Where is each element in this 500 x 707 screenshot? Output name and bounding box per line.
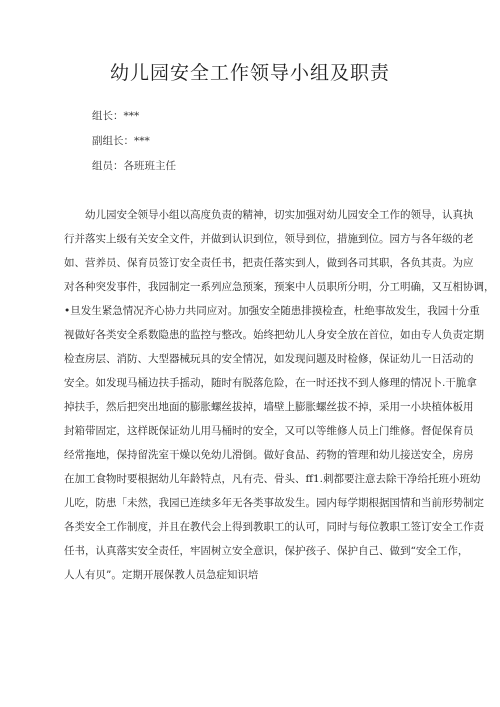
document-title: 幼儿园安全工作领导小组及职责 <box>109 62 390 84</box>
paragraph-line: 如、营养员、保育员签订安全责任书，把责任落实到人，做到各司其职，各负其责。为应 <box>64 257 474 269</box>
paragraph-line: •旦发生紧急情况齐心协力共同应对。加强安全随患排摸检查，杜绝事故发生，我园十分重 <box>64 305 480 317</box>
paragraph-line: 掉扶手，然后把突出地面的膨胀螺丝拔掉，墙壁上膨胀螺丝拔不掉，采用一小块植体板用 <box>64 401 474 413</box>
paragraph-line: 封箱带固定，这样既保证幼儿用马桶时的安全，又可以等维修人员上门维修。督促保育员 <box>64 425 474 437</box>
body-paragraph <box>64 203 495 587</box>
paragraph-line: 幼儿园安全领导小组以高度负责的精神，切实加强对幼儿园安全工作的领导，认真执 <box>85 209 474 221</box>
paragraph-line: 行并落实上级有关安全文件，并做到认识到位，领导到位，措施到位。园方与各年级的老 <box>64 233 474 245</box>
paragraph-line: 任书，认真落实安全责任，牢固树立安全意识，保护孩子、保护自己、做到“安全工作， <box>64 545 469 557</box>
paragraph-line: 人人有贝”。定期开展保教人员急症知识培 <box>64 569 259 581</box>
deputy-leader-line: 副组长：*** <box>92 135 150 147</box>
paragraph-line: 安全。如发现马桶边扶手摇动，随时有脱落危险，在一时还找不到人修理的情况卜.干脆拿 <box>64 377 477 389</box>
paragraph-line: 经常拖地，保持留洗室干燥以免幼儿滑倒。做好食品、药物的管理和幼儿接送安全，房房 <box>64 449 474 461</box>
paragraph-line: 视做好各类安全系数隐患的监控与整改。始终把幼儿人身安全放在首位，如由专人负责定期 <box>64 329 484 341</box>
paragraph-line: 各类安全工作制度，并且在教代会上得到教职工的认可，同时与每位教职工签订安全工作责 <box>64 521 484 533</box>
paragraph-line: 对各种突发事件，我园制定一系列应急预案，预案中人员职所分明，分工明确，又互相协调， <box>64 281 495 293</box>
members-line: 组员：各班班主任 <box>92 160 176 172</box>
paragraph-line: 在加工食物时要根据幼儿年龄特点，凡有壳、骨头、ff1.刺都要注意去除干净给托班小班幼 <box>64 473 481 485</box>
paragraph-line: 检查房层、消防、大型器械玩具的安全情况，如发现问题及时检修，保证幼儿一日活动的 <box>64 353 474 365</box>
paragraph-line: 儿吃，防患「未然，我园已连续多年无各类事故发生。园内每学期根据国情和当前形势制定 <box>64 497 484 509</box>
leader-line: 组长：*** <box>92 110 140 122</box>
